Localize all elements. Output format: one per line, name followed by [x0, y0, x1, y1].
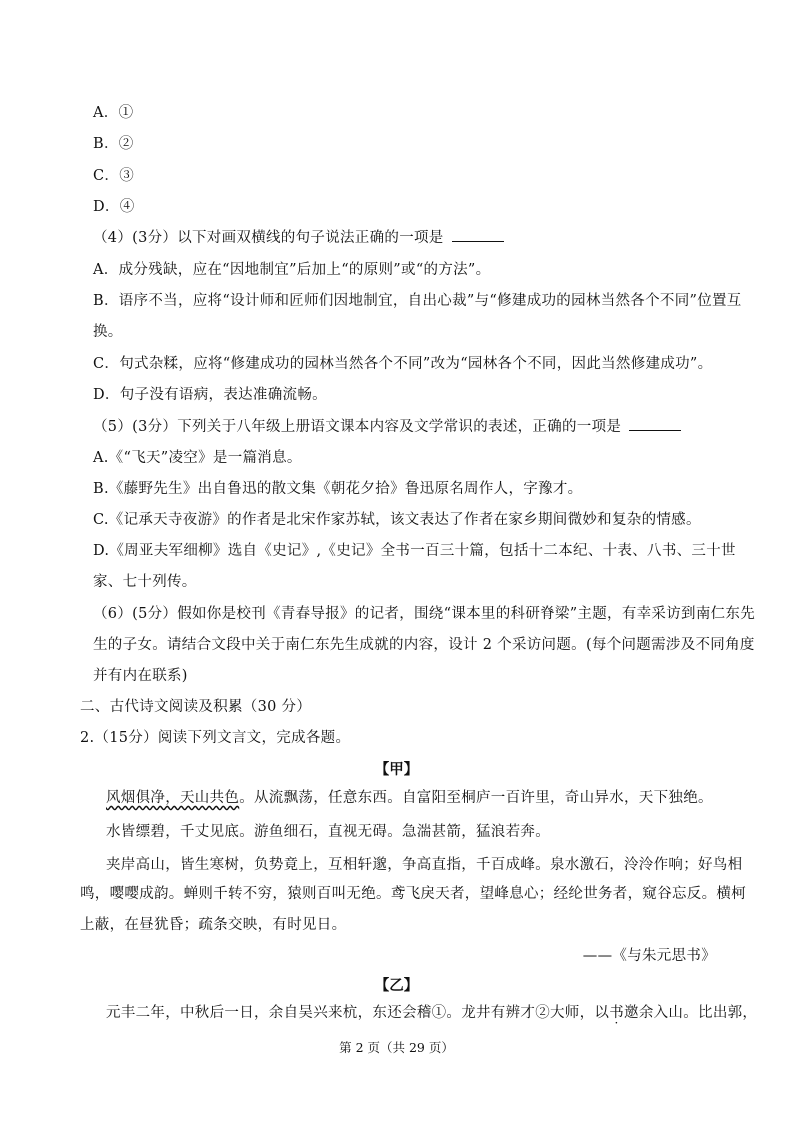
jia-source: ——《与朱元思书》 — [582, 948, 716, 964]
q6-line-3: 并有内在联系) — [93, 668, 188, 684]
q6-line-1: （6）(5分）假如你是校刊《青春导报》的记者，围绕“课本里的科研脊梁”主题，有幸采访到南仁东先 — [93, 606, 756, 622]
jia-paragraph-2: 水皆缥碧，千丈见底。游鱼细石，直视无碍。急湍甚箭，猛浪若奔。 — [106, 824, 550, 840]
q5-stem: （5）(3分）下列关于八年级上册语文课本内容及文学常识的表述，正确的一项是 — [93, 417, 681, 437]
wavy-underlined-sentence: 风烟俱净，天山共色 — [106, 790, 240, 806]
q5-option-d-cont: 家、七十列传。 — [93, 574, 197, 590]
passage-jia-title: 【甲】 — [374, 761, 419, 778]
section-heading: 二、古代诗文阅读及积累（30 分） — [80, 699, 312, 715]
q4-option-b-cont: 换。 — [93, 324, 123, 340]
q3-option-c: C．③ — [93, 168, 134, 184]
jia-paragraph-1: 风烟俱净，天山共色。从流飘荡，任意东西。自富阳至桐庐一百许里，奇山异水，天下独绝。 — [106, 790, 713, 806]
answer-blank — [629, 418, 681, 431]
q3-option-d: D．④ — [93, 199, 135, 215]
q5-option-a: A.《“飞天”凌空》是一篇消息。 — [93, 450, 302, 466]
jia-paragraph-3-line-3: 上蔽，在昼犹昏；疏条交映，有时见日。 — [80, 917, 347, 933]
q4-option-d: D．句子没有语病，表达准确流畅。 — [93, 387, 327, 403]
q5-option-d: D.《周亚夫军细柳》选自《史记》,《史记》全书一百三十篇，包括十二本纪、十表、八书、三十世 — [93, 543, 736, 559]
q5-option-b: B.《藤野先生》出自鲁迅的散文集《朝花夕拾》鲁迅原名周作人，字豫才。 — [93, 481, 583, 497]
q4-option-b: B．语序不当，应将“设计师和匠师们因地制宜，自出心裁”与“修建成功的园林当然各个不同”位置互 — [93, 293, 742, 309]
answer-blank — [452, 229, 504, 242]
q4-stem: （4）(3分）以下对画双横线的句子说法正确的一项是 — [93, 228, 504, 248]
dotted-character: 书 — [609, 1005, 625, 1021]
q6-line-2: 生的子女。请结合文段中关于南仁东先生成就的内容，设计 2 个采访问题。(每个问题需涉及不同角度 — [93, 637, 755, 653]
q4-option-a: A．成分残缺，应在“因地制宜”后加上“的原则”或“的方法”。 — [93, 262, 491, 278]
jia-paragraph-3-line-1: 夹岸高山，皆生寒树，负势竟上，互相轩邈，争高直指，千百成峰。泉水激石，泠泠作响；好鸟相 — [106, 857, 743, 873]
q3-option-a: A．① — [93, 105, 134, 121]
q3-option-b: B．② — [93, 136, 134, 152]
q4-option-c: C．句式杂糅，应将“修建成功的园林当然各个不同”改为“园林各个不同，因此当然修建成功”。 — [93, 356, 713, 372]
passage-yi-title: 【乙】 — [374, 977, 419, 994]
page-footer: 第 2 页（共 29 页） — [339, 1040, 454, 1055]
q2-stem: 2.（15分）阅读下列文言文，完成各题。 — [80, 730, 351, 746]
q5-option-c: C.《记承天寺夜游》的作者是北宋作家苏轼，该文表达了作者在家乡期间微妙和复杂的情感。 — [93, 512, 701, 528]
yi-paragraph-1: 元丰二年，中秋后一日，余自吴兴来杭，东还会稽①。龙井有辨才②大师，以书邀余入山。比出郭， — [106, 1005, 758, 1021]
jia-paragraph-3-line-2: 鸣，嘤嘤成韵。蝉则千转不穷，猿则百叫无绝。鸢飞戾天者，望峰息心；经纶世务者，窥谷忘反。横柯 — [80, 886, 746, 902]
